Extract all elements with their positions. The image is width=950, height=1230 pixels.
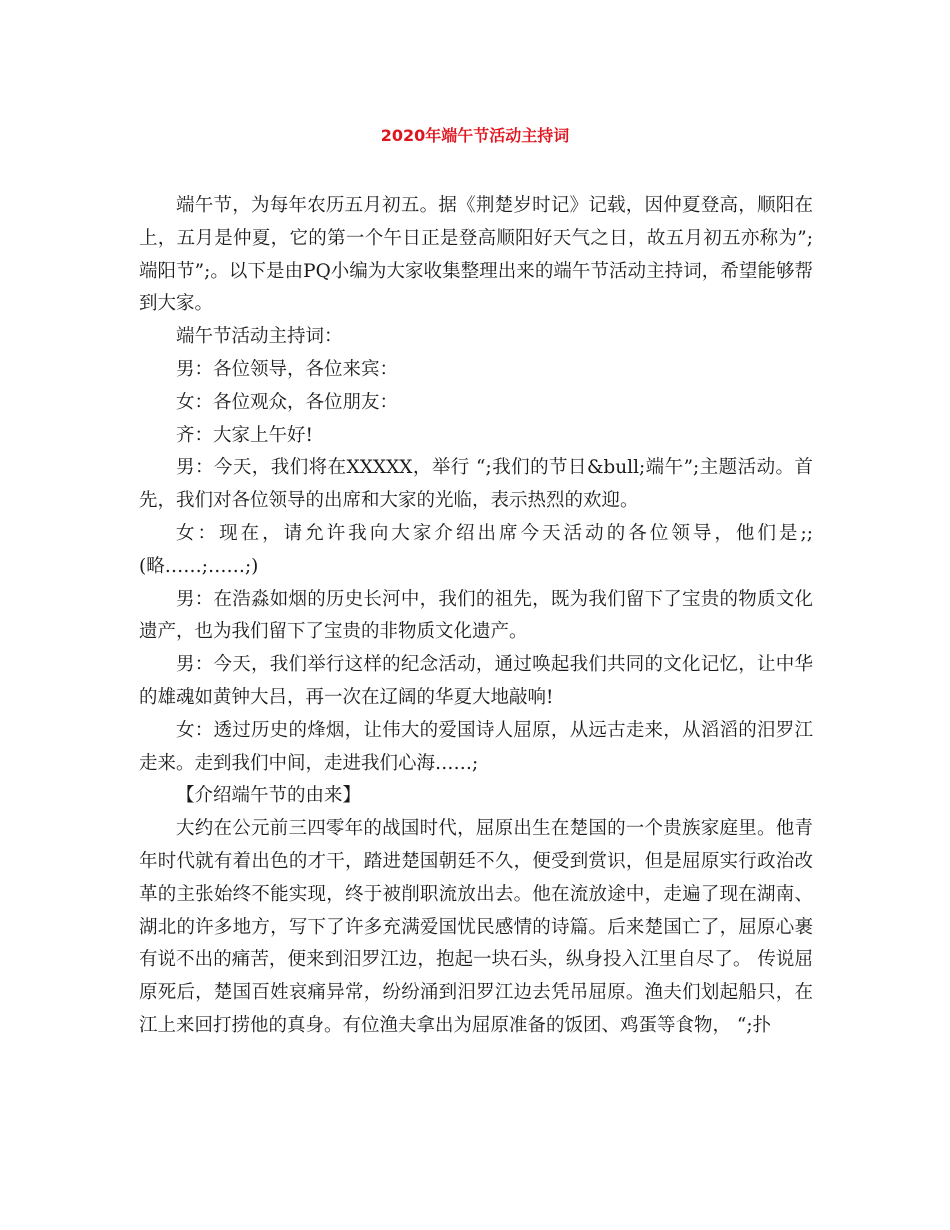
paragraph-intro: 端午节，为每年农历五月初五。据《荆楚岁时记》记载，因仲夏登高，顺阳在上，五月是仲夏，它的第一个午日正是登高顺阳好天气之日，故五月初五亦称为”;端阳节”;。以下是由PQ小编为大家收集整理出来的端午节活动主持词，希望能够帮到大家。 <box>139 195 813 315</box>
paragraph-male-history: 男：在浩淼如烟的历史长河中，我们的祖先，既为我们留下了宝贵的物质文化遗产，也为我们留下了宝贵的非物质文化遗产。 <box>139 588 813 643</box>
section-heading-origin: 【介绍端午节的由来】 <box>176 785 362 807</box>
paragraph-female-quyuan: 女：透过历史的烽烟，让伟大的爱国诗人屈原，从远古走来，从滔滔的汨罗江走来。走到我们中间，走进我们心海……; <box>139 719 813 774</box>
paragraph-heading-host-script: 端午节活动主持词： <box>176 326 343 348</box>
document-body <box>139 190 813 1043</box>
document-title: 2020年端午节活动主持词 <box>380 126 570 145</box>
paragraph-female-greeting: 女：各位观众，各位朋友： <box>176 391 399 413</box>
paragraph-together-greeting: 齐：大家上午好! <box>176 424 313 446</box>
paragraph-female-introduce-leaders: 女：现在，请允许我向大家介绍出席今天活动的各位领导，他们是;;(略……;……;) <box>139 522 813 577</box>
paragraph-male-welcome: 男：今天，我们将在XXXXX，举行 “;我们的节日&bull;端午”;主题活动。首先，我们对各位领导的出席和大家的光临，表示热烈的欢迎。 <box>139 457 813 512</box>
paragraph-male-greeting: 男：各位领导，各位来宾： <box>176 358 399 380</box>
paragraph-male-memory: 男：今天，我们举行这样的纪念活动，通过唤起我们共同的文化记忆，让中华的雄魂如黄钟大吕，再一次在辽阔的华夏大地敲响! <box>139 654 813 708</box>
paragraph-origin-story: 大约在公元前三四零年的战国时代，屈原出生在楚国的一个贵族家庭里。他青年时代就有着出色的才干，踏进楚国朝廷不久，便受到赏识，但是屈原实行政治改革的主张始终不能实现，终于被削职流放出去。他在流放途中，走遍了现在湖南、湖北的许多地方，写下了许多充满爱国忧民感情的诗篇。后来楚国亡了，屈原心裹有说不出的痛苦，便来到汨罗江边，抱起一块石头，纵身投入江里自尽了。 传说屈原死后，楚国百姓哀痛异常，纷纷涌到汨罗江边去凭吊屈原。渔夫们划起船只，在江上来回打捞他的真身。有位渔夫拿出为屈原准备的饭团、鸡蛋等食物， “;扑 <box>139 818 813 1036</box>
